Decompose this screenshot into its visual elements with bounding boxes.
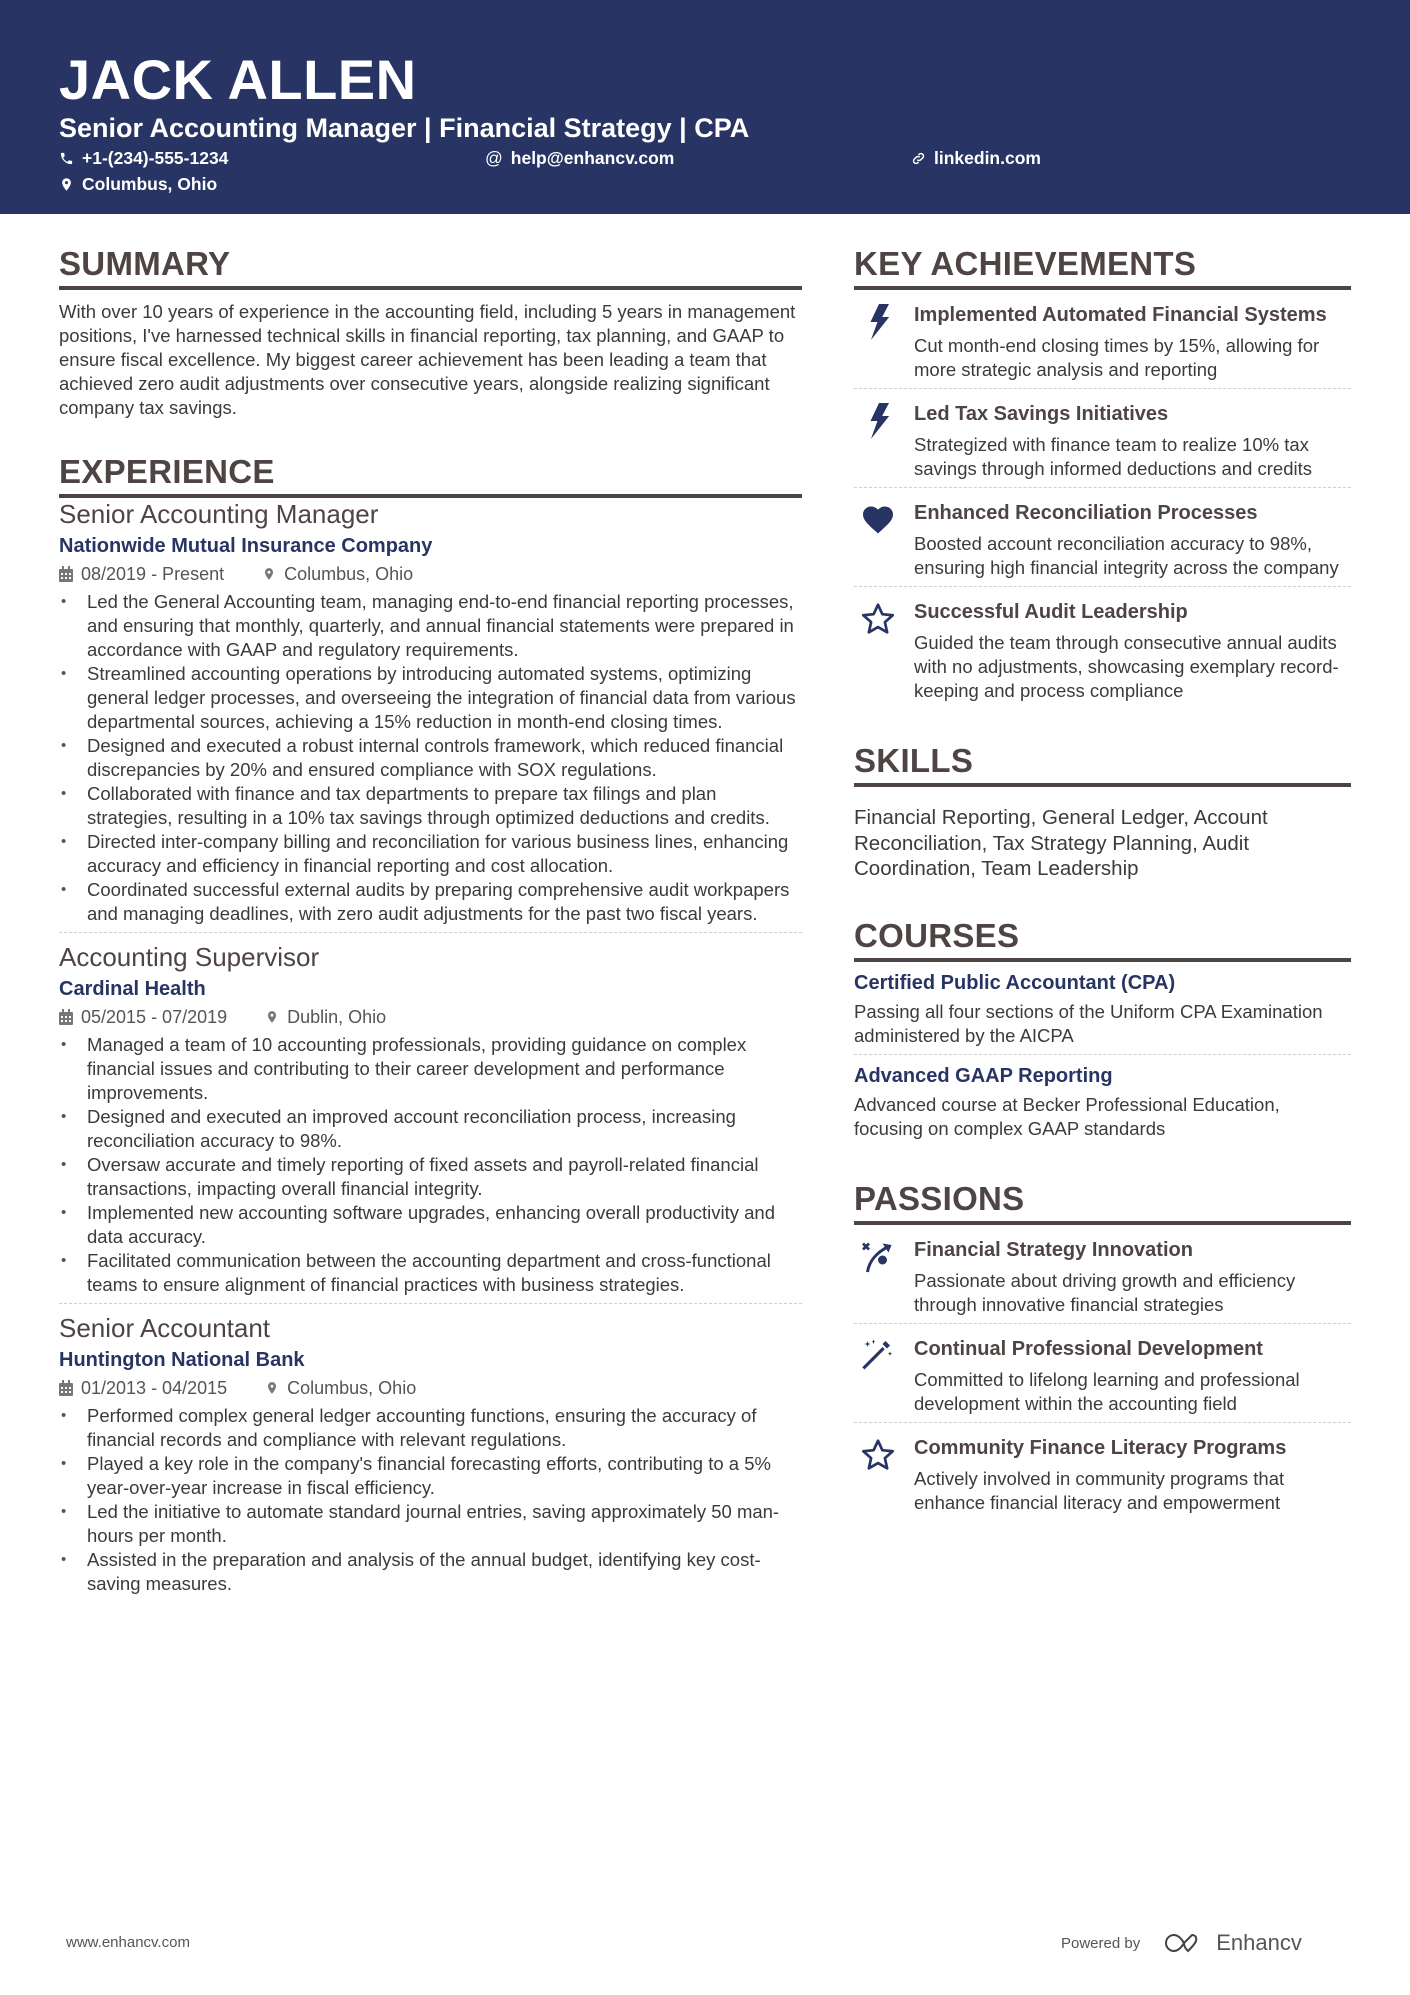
course-title: Advanced GAAP Reporting: [854, 1064, 1113, 1087]
location-pin-icon: [265, 1009, 279, 1025]
company-name: Nationwide Mutual Insurance Company: [59, 535, 433, 557]
passion-item: [854, 1423, 1351, 1521]
job-meta: [59, 1005, 802, 1029]
achievement-title: Successful Audit Leadership: [914, 601, 1188, 623]
course-desc: Passing all four sections of the Uniform CPA Examination administered by the AICPA: [854, 1000, 1323, 1046]
bolt-icon: [860, 304, 896, 340]
job-title: Accounting Supervisor: [59, 942, 320, 972]
achievement-desc: Cut month-end closing times by 15%, allowing for more strategic analysis and reporting: [914, 335, 1320, 380]
calendar-icon: [59, 1380, 73, 1396]
section-title-skills: SKILLS: [854, 741, 1351, 787]
job-entry: [59, 932, 802, 1303]
passion-desc: Actively involved in community programs that enhance financial literacy and empowerment: [914, 1467, 1285, 1513]
powered-by[interactable]: [1061, 1930, 1302, 1956]
passion-desc: Committed to lifelong learning and professional development within the accounting field: [914, 1368, 1300, 1414]
summary-text: With over 10 years of experience in the accounting field, including 5 years in management positions, I've harnessed technical skills in financial reporting, tax planning, and GAAP to ensure fiscal excellence. My biggest career achievement has been leading a team that achieved zero audit adjustments over consecutive years, alongside realizing significant company tax savings.: [59, 301, 796, 418]
left-column: [59, 244, 802, 1634]
passions-section: [854, 1179, 1351, 1521]
job-bullet: • Coordinated successful external audits by preparing comprehensive audit workpapers and managing deadlines, with zero audit adjustments for the past two fiscal years.: [59, 878, 802, 926]
summary-section: [59, 244, 802, 420]
at-icon: @: [485, 148, 503, 168]
bolt-icon: [860, 403, 896, 439]
location-pin-icon: [262, 566, 276, 582]
job-meta: [59, 562, 802, 586]
candidate-name: JACK ALLEN: [59, 48, 417, 111]
location-pin-icon: [59, 177, 74, 192]
company-name: Cardinal Health: [59, 978, 206, 1000]
passion-title: Continual Professional Development: [914, 1337, 1263, 1360]
achievement-title: Implemented Automated Financial Systems: [914, 304, 1327, 326]
job-dates: 05/2015 - 07/2019: [81, 1007, 228, 1027]
passion-desc: Passionate about driving growth and efficiency through innovative financial strategies: [914, 1269, 1296, 1315]
course-item: [854, 1055, 1351, 1147]
powered-by-label: Powered by: [1061, 1934, 1141, 1952]
achievements-section: [854, 244, 1351, 709]
course-title: Certified Public Accountant (CPA): [854, 971, 1176, 994]
job-dates: 01/2013 - 04/2015: [81, 1378, 228, 1398]
company-name: Huntington National Bank: [59, 1349, 305, 1371]
course-item: [854, 962, 1351, 1055]
section-title-summary: SUMMARY: [59, 244, 802, 290]
job-bullet: • Facilitated communication between the accounting department and cross-functional teams to ensure alignment of financial practices with business strategies.: [59, 1249, 802, 1297]
phone-text: +1-(234)-555-1234: [82, 148, 229, 168]
achievement-item: [854, 488, 1351, 587]
candidate-headline: Senior Accounting Manager | Financial Strategy | CPA: [59, 113, 750, 143]
job-bullets: [59, 1404, 802, 1596]
star-icon: [860, 601, 896, 637]
passion-item: [854, 1225, 1351, 1324]
email-text: help@enhancv.com: [510, 148, 675, 168]
achievement-item: [854, 587, 1351, 709]
calendar-icon: [59, 1009, 73, 1025]
job-entry: [59, 1303, 802, 1602]
skills-text: Financial Reporting, General Ledger, Account Reconciliation, Tax Strategy Planning, Audit Coordination, Team Leadership: [854, 806, 1268, 880]
experience-section: [59, 452, 802, 1602]
section-title-passions: PASSIONS: [854, 1179, 1351, 1225]
job-title: Senior Accounting Manager: [59, 499, 379, 529]
job-bullet: • Assisted in the preparation and analysis of the annual budget, identifying key cost-saving measures.: [59, 1548, 802, 1596]
resume-header: [0, 0, 1410, 214]
footer-url[interactable]: www.enhancv.com: [66, 1934, 190, 1951]
job-bullet: • Implemented new accounting software upgrades, enhancing overall productivity and data accuracy.: [59, 1201, 802, 1249]
job-meta: [59, 1376, 802, 1400]
linkedin-text: linkedin.com: [934, 148, 1041, 168]
section-title-courses: COURSES: [854, 916, 1351, 962]
link-icon: [911, 151, 926, 166]
job-bullets: [59, 1033, 802, 1297]
contact-info: [59, 148, 1351, 208]
contact-phone[interactable]: [59, 148, 228, 169]
achievement-title: Led Tax Savings Initiatives: [914, 403, 1169, 425]
job-entry: [59, 498, 802, 932]
passion-item: [854, 1324, 1351, 1423]
job-location: Dublin, Ohio: [287, 1007, 387, 1027]
job-bullet: • Led the General Accounting team, managing end-to-end financial reporting processes, and ensuring that monthly, quarterly, and annual financial statements were prepared in accordance with GAAP and regulatory requirements.: [59, 590, 802, 662]
job-bullet: • Managed a team of 10 accounting professionals, providing guidance on complex financial issues and contributing to their career development and performance improvements.: [59, 1033, 802, 1105]
job-bullet: • Designed and executed a robust internal controls framework, which reduced financial discrepancies by 20% and ensured compliance with SOX regulations.: [59, 734, 802, 782]
job-bullet: • Directed inter-company billing and reconciliation for various business lines, enhancing accuracy and efficiency in financial reporting and cost allocation.: [59, 830, 802, 878]
strategy-icon: [860, 1239, 896, 1275]
right-column: [854, 244, 1351, 1553]
phone-icon: [59, 151, 74, 166]
enhancv-logo-icon: [1164, 1931, 1208, 1955]
brand-name: Enhancv: [1216, 1930, 1302, 1955]
achievement-title: Enhanced Reconciliation Processes: [914, 502, 1258, 524]
section-title-achievements: KEY ACHIEVEMENTS: [854, 244, 1351, 290]
location-text: Columbus, Ohio: [82, 174, 218, 194]
job-bullet: • Oversaw accurate and timely reporting of fixed assets and payroll-related financial transactions, impacting overall financial integrity.: [59, 1153, 802, 1201]
job-bullets: [59, 590, 802, 926]
job-bullet: • Collaborated with finance and tax departments to prepare tax filings and plan strategies, resulting in a 10% tax savings through optimized deductions and credits.: [59, 782, 802, 830]
courses-section: [854, 916, 1351, 1147]
achievement-desc: Guided the team through consecutive annual audits with no adjustments, showcasing exemplary record-keeping and process compliance: [914, 632, 1339, 701]
calendar-icon: [59, 566, 73, 582]
heart-icon: [860, 502, 896, 538]
magic-wand-icon: [860, 1338, 896, 1374]
course-desc: Advanced course at Becker Professional Education, focusing on complex GAAP standards: [854, 1093, 1280, 1139]
page-footer: [66, 1930, 1410, 1960]
job-title: Senior Accountant: [59, 1313, 271, 1343]
job-dates: 08/2019 - Present: [81, 564, 225, 584]
job-bullet: • Performed complex general ledger accounting functions, ensuring the accuracy of financial records and compliance with relevant regulations.: [59, 1404, 802, 1452]
passion-title: Community Finance Literacy Programs: [914, 1436, 1287, 1459]
job-location: Columbus, Ohio: [287, 1378, 417, 1398]
achievement-item: [854, 290, 1351, 389]
location-pin-icon: [265, 1380, 279, 1396]
section-title-experience: EXPERIENCE: [59, 452, 802, 498]
job-bullet: • Designed and executed an improved account reconciliation process, increasing reconciliation accuracy to 98%.: [59, 1105, 802, 1153]
job-bullet: • Played a key role in the company's financial forecasting efforts, contributing to a 5% year-over-year increase in fiscal efficiency.: [59, 1452, 802, 1500]
achievement-desc: Strategized with finance team to realize 10% tax savings through informed deductions and credits: [914, 434, 1312, 479]
passion-title: Financial Strategy Innovation: [914, 1238, 1193, 1261]
star-icon: [860, 1437, 896, 1473]
achievement-item: [854, 389, 1351, 488]
job-bullet: • Streamlined accounting operations by introducing automated systems, optimizing general ledger processes, and overseeing the integration of financial data from various departmental sources, achieving a 15% reduction in month-end closing times.: [59, 662, 802, 734]
job-location: Columbus, Ohio: [284, 564, 414, 584]
contact-linkedin[interactable]: [911, 148, 1041, 169]
contact-location: [59, 174, 217, 195]
skills-section: [854, 741, 1351, 882]
enhancv-logo: [1164, 1930, 1302, 1956]
achievement-desc: Boosted account reconciliation accuracy to 98%, ensuring high financial integrity across the company: [914, 533, 1339, 578]
contact-email[interactable]: [485, 148, 674, 169]
job-bullet: • Led the initiative to automate standard journal entries, saving approximately 50 man-hours per month.: [59, 1500, 802, 1548]
